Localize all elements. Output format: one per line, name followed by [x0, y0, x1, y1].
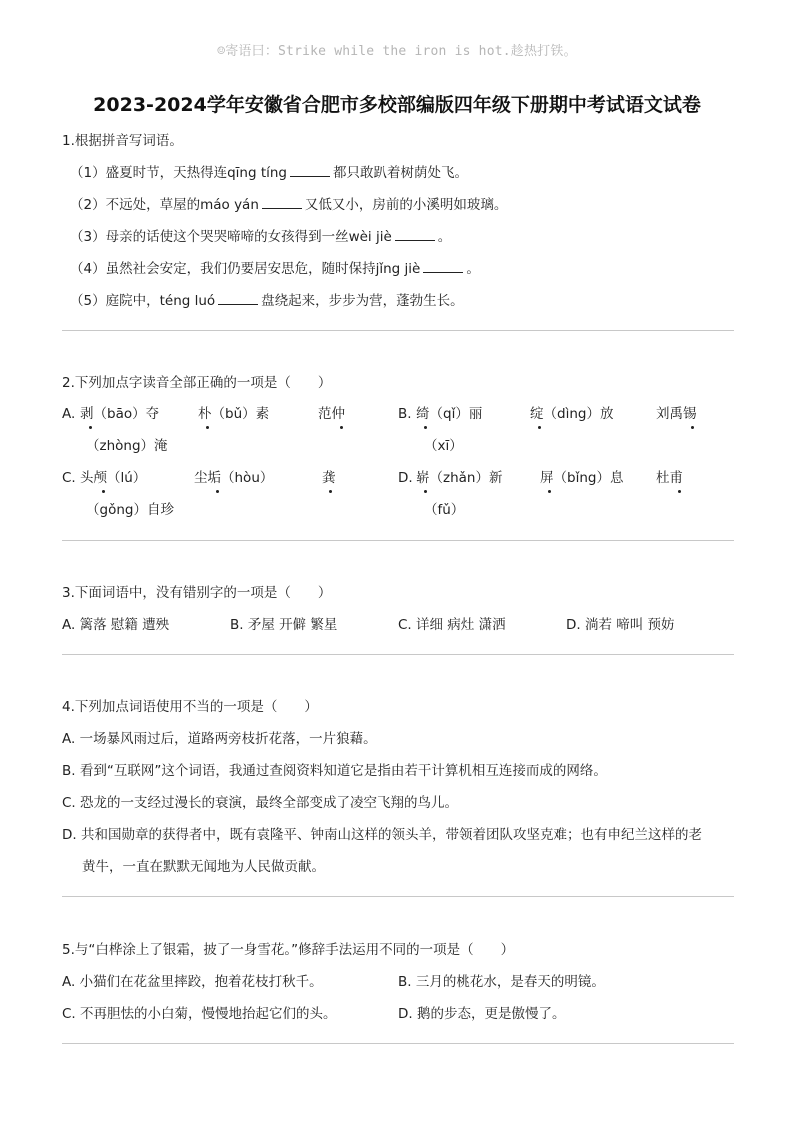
q1-item-5 [70, 292, 464, 310]
q4-option-d[interactable]: D. 共和国勋章的获得者中，既有袁隆平、钟南山这样的领头羊，带领着团队攻坚克难；也有申纪兰这样的老 [62, 827, 702, 843]
question-1-stem: 1.根据拼音写词语。 [62, 133, 183, 149]
q2-option-d-1: 崭（zhǎn）新 [416, 470, 503, 486]
q1-item-1 [70, 164, 468, 182]
emphasis-dot [206, 426, 209, 429]
q1-item-2-post: 又低又小，房前的小溪明如玻璃。 [304, 197, 508, 213]
q5-option-d[interactable]: D. 鹅的步态，更是傲慢了。 [398, 1006, 566, 1022]
answer-blank[interactable] [423, 260, 463, 273]
divider [62, 540, 734, 541]
q2-option-a-1: 剥（bāo）夺 [80, 406, 160, 422]
answer-blank[interactable] [262, 196, 302, 209]
q1-item-4-post: 。 [466, 261, 480, 277]
q4-option-c[interactable]: C. 恐龙的一支经过漫长的衰演，最终全部变成了凌空飞翔的鸟儿。 [62, 795, 459, 811]
divider [62, 654, 734, 655]
question-5-stem: 5.与“白桦涂上了银霜，披了一身雪花。”修辞手法运用不同的一项是（ ） [62, 942, 515, 958]
question-2-stem: 2.下列加点字读音全部正确的一项是（ ） [62, 375, 332, 391]
q2-option-a-4: （zhòng）淹 [86, 438, 168, 454]
divider [62, 1043, 734, 1044]
q3-option-a[interactable]: A. 篱落 慰籍 遭殃 [62, 617, 170, 633]
q3-option-b[interactable]: B. 矛屋 开僻 繁星 [230, 617, 338, 633]
q2-option-c-3: 龚 [322, 470, 336, 486]
q2-option-d-3: 杜甫 [656, 470, 683, 486]
question-3-stem: 3.下面词语中，没有错别字的一项是（ ） [62, 585, 332, 601]
q5-option-a[interactable]: A. 小猫们在花盆里摔跤，抱着花枝打秋千。 [62, 974, 323, 990]
emphasis-dot [340, 426, 343, 429]
divider [62, 896, 734, 897]
answer-blank[interactable] [395, 228, 435, 241]
header-motto: ☺寄语曰：Strike while the iron is hot.趁热打铁。 [217, 44, 577, 59]
page-title: 2023-2024学年安徽省合肥市多校部编版四年级下册期中考试语文试卷 [93, 94, 701, 116]
answer-blank[interactable] [218, 292, 258, 305]
q2-option-d-2: 屏（bǐng）息 [540, 470, 624, 486]
q2-option-c-1: 头颅（lú） [80, 470, 147, 486]
q1-item-1-post: 都只敢趴着树荫处飞。 [333, 165, 468, 181]
q2-option-c-4: （gǒng）自珍 [86, 502, 174, 518]
q1-item-5-pre: （5）庭院中，téng luó [70, 293, 216, 309]
q4-option-a[interactable]: A. 一场暴风雨过后，道路两旁枝折花落，一片狼藉。 [62, 731, 377, 747]
q2-option-d-letter[interactable]: D. [398, 470, 413, 486]
divider [62, 330, 734, 331]
q1-item-3 [70, 228, 451, 246]
q2-option-b-letter[interactable]: B. [398, 406, 412, 422]
q1-item-2-pre: （2）不远处，草屋的máo yán [70, 197, 259, 213]
q5-option-b[interactable]: B. 三月的桃花水，是春天的明镜。 [398, 974, 605, 990]
q1-item-5-post: 盘绕起来，步步为营，蓬勃生长。 [261, 293, 464, 309]
q2-option-c-2: 尘垢（hòu） [194, 470, 274, 486]
q1-item-4-pre: （4）虽然社会安定，我们仍要居安思危，随时保持jǐng jiè [70, 261, 421, 277]
q2-option-c-letter[interactable]: C. [62, 470, 76, 486]
q2-option-b-4: （xī） [424, 438, 463, 454]
q2-option-b-3: 刘禹锡 [656, 406, 697, 422]
emphasis-dot [424, 426, 427, 429]
q2-option-a-3: 范仲 [318, 406, 345, 422]
q3-option-c[interactable]: C. 详细 病灶 潇洒 [398, 617, 506, 633]
emphasis-dot [691, 426, 694, 429]
q4-option-b[interactable]: B. 看到“互联网”这个词语，我通过查阅资料知道它是指由若干计算机相互连接而成的网络。 [62, 763, 607, 779]
emphasis-dot [89, 426, 92, 429]
q4-option-d-continued: 黄牛，一直在默默无闻地为人民做贡献。 [82, 859, 325, 875]
emphasis-dot [424, 490, 427, 493]
emphasis-dot [678, 490, 681, 493]
emphasis-dot [216, 490, 219, 493]
q2-option-a-letter[interactable]: A. [62, 406, 76, 422]
q1-item-3-pre: （3）母亲的话使这个哭哭啼啼的女孩得到一丝wèi jiè [70, 229, 392, 245]
emphasis-dot [329, 490, 332, 493]
question-4-stem: 4.下列加点词语使用不当的一项是（ ） [62, 699, 318, 715]
q2-option-b-1: 绮（qǐ）丽 [416, 406, 483, 422]
q3-option-d[interactable]: D. 淌若 啼叫 预妨 [566, 617, 675, 633]
emphasis-dot [548, 490, 551, 493]
q1-item-2 [70, 196, 507, 214]
q2-option-b-2: 绽（dìng）放 [530, 406, 614, 422]
emphasis-dot [538, 426, 541, 429]
answer-blank[interactable] [290, 164, 330, 177]
q1-item-1-pre: （1）盛夏时节，天热得连qīng tíng [70, 165, 287, 181]
emphasis-dot [102, 490, 105, 493]
q2-option-a-2: 朴（bǔ）素 [198, 406, 270, 422]
q2-option-d-4: （fǔ） [424, 502, 465, 518]
q5-option-c[interactable]: C. 不再胆怯的小白菊，慢慢地抬起它们的头。 [62, 1006, 337, 1022]
q1-item-4 [70, 260, 480, 278]
q1-item-3-post: 。 [437, 229, 452, 245]
